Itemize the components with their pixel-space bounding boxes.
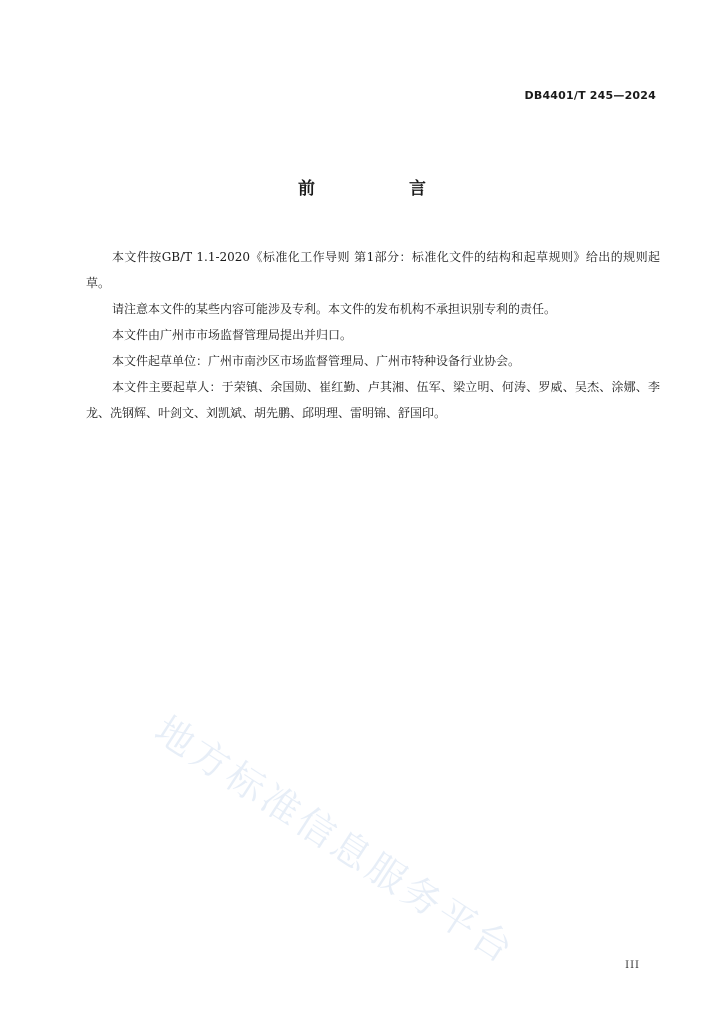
paragraph-patent-notice: 请注意本文件的某些内容可能涉及专利。本文件的发布机构不承担识别专利的责任。: [112, 302, 557, 316]
page-number: III: [625, 960, 640, 971]
paragraph-drafting-rules: 本文件按GB/T 1.1-2020《标准化工作导则 第1部分：标准化文件的结构和起草规则》给出的规则起草。: [86, 250, 660, 290]
watermark: 地方标准信息服务平台: [147, 707, 524, 974]
document-body: [86, 244, 660, 426]
document-code: DB4401/T 245—2024: [524, 89, 656, 102]
paragraph-drafting-units: 本文件起草单位：广州市南沙区市场监督管理局、广州市特种设备行业协会。: [112, 354, 521, 368]
paragraph-proposer: 本文件由广州市市场监督管理局提出并归口。: [112, 328, 353, 342]
paragraph-drafters: 本文件主要起草人：于荣镇、余国勋、崔红勤、卢其湘、伍军、梁立明、何涛、罗威、吴杰、涂娜、李龙、冼钢辉、叶剑文、刘凯斌、胡先鹏、邱明理、雷明锦、舒国印。: [86, 380, 660, 420]
page-title: 前 言: [298, 179, 470, 199]
